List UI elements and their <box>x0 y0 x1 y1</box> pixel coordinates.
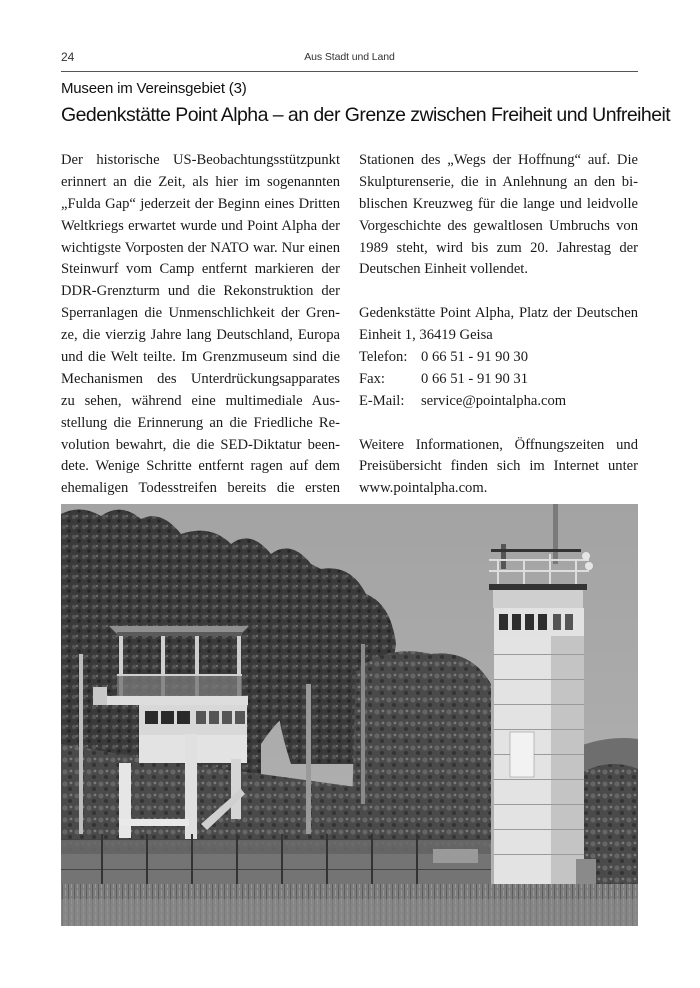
left-column <box>61 150 340 500</box>
contact-label: Telefon: <box>359 349 408 366</box>
section-kicker: Museen im Vereinsgebiet (3) <box>61 80 247 97</box>
body-line: Weltkriegs erwartet wurde und Point Alpha der <box>61 217 340 234</box>
body-line: „Fulda Gap“ jederzeit der Beginn eines Dritten <box>61 195 340 212</box>
body-line: Steinwurf vom Camp entfernt markieren der <box>61 261 340 278</box>
running-header <box>61 50 638 66</box>
email-address: service@pointalpha.com <box>421 392 567 409</box>
body-line: wichtigste Vorposten der NATO war. Nur einen <box>61 239 340 256</box>
body-line: volution bewahrt, die die SED-Diktatur been- <box>61 436 340 453</box>
body-line: Vorgeschichte des gewaltlosen Umbruchs von <box>359 217 638 234</box>
address-line: Gedenkstätte Point Alpha, Platz der Deutschen <box>359 305 638 322</box>
body-line: Sperranlagen die Unmenschlichkeit der Gren- <box>61 305 340 322</box>
contact-phone <box>359 347 638 369</box>
info-line: Weitere Informationen, Öffnungszeiten und <box>359 436 638 453</box>
address-block <box>359 303 638 412</box>
contact-label: Fax: <box>359 370 385 387</box>
fax-number: 0 66 51 - 91 90 31 <box>421 370 529 387</box>
contact-fax <box>359 369 638 391</box>
body-line: Deutschen Einheit vollendet. <box>359 261 528 278</box>
body-line: stellung die Erinnerung an die Friedliche Re- <box>61 414 340 431</box>
body-line: Mechanismen des Unterdrückungsapparates <box>61 370 340 387</box>
website-text: www.pointalpha.com. <box>359 480 488 497</box>
running-title: Aus Stadt und Land <box>304 51 395 63</box>
header-rule <box>61 71 638 72</box>
body-line: Stationen des „Wegs der Hoffnung“ auf. Die <box>359 152 638 168</box>
watchtowers-photo <box>61 504 638 926</box>
page-number: 24 <box>61 50 75 64</box>
address-line: Einheit 1, 36419 Geisa <box>359 327 493 344</box>
right-column <box>359 150 638 500</box>
border-fence <box>61 834 491 889</box>
body-line: und die Welt teilte. Im Grenzmuseum sind die <box>61 349 340 366</box>
body-line: Der historische US-Beobachtungsstützpunkt <box>61 152 340 168</box>
contact-email <box>359 391 638 413</box>
body-line: ehemaligen Todesstreifen bereits die ersten <box>61 480 340 497</box>
body-line: zu sehen, während eine multimediale Aus- <box>61 392 340 409</box>
body-line: 1989 steht, wird bis zum 20. Jahrestag der <box>359 239 638 256</box>
body-line: dete. Wenige Schritte entfernt ragen auf dem <box>61 458 340 475</box>
article-headline: Gedenkstätte Point Alpha – an der Grenze zwischen Freiheit und Unfreiheit <box>61 104 671 126</box>
body-line: Skulpturenserie, die in Anlehnung an den bi- <box>359 173 638 190</box>
article-photo <box>61 504 638 926</box>
contact-label: E-Mail: <box>359 392 405 409</box>
body-line: erinnert an die Zeit, als hier im sogenannten <box>61 173 340 190</box>
body-line: ze, die vierzig Jahre lang Deutschland, Europa <box>61 327 340 344</box>
body-line: blischen Kreuzweg für die lange und leidvolle <box>359 195 638 212</box>
info-line: Preisübersicht finden sich im Internet unter <box>359 458 638 475</box>
phone-number: 0 66 51 - 91 90 30 <box>421 349 529 366</box>
body-line: DDR-Grenzturm und die Rekonstruktion der <box>61 283 340 300</box>
